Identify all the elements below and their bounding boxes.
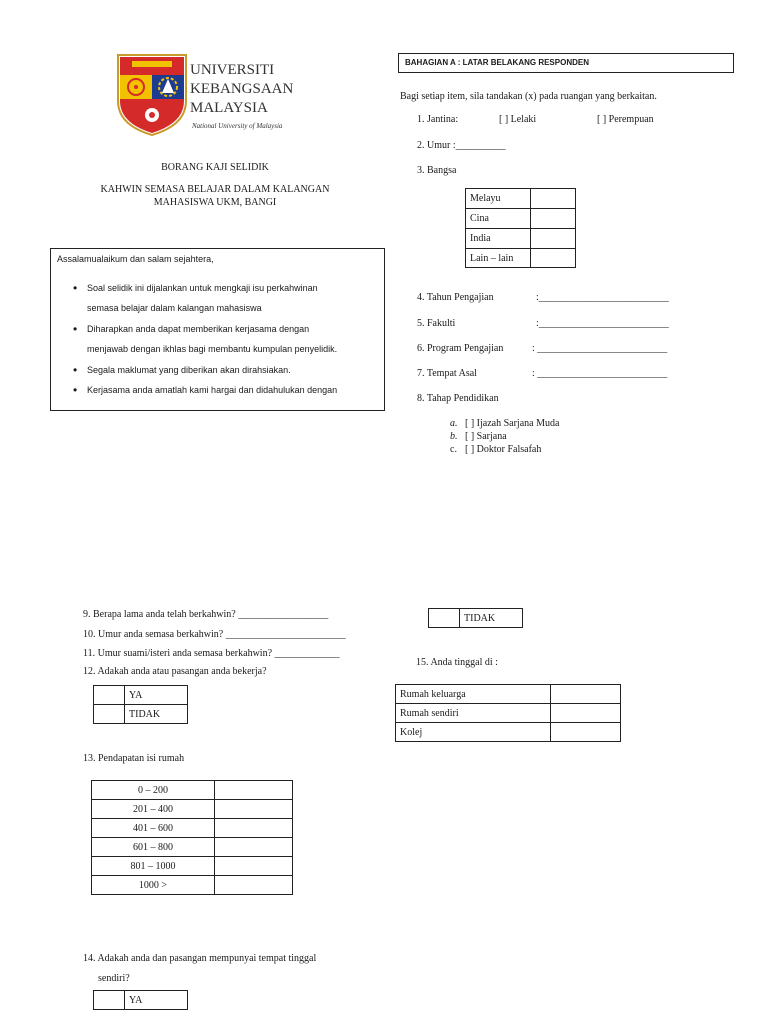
q7-input-line[interactable]: : __________________________ bbox=[532, 368, 668, 379]
checkbox-cell[interactable] bbox=[551, 723, 621, 742]
checkbox-cell[interactable] bbox=[94, 705, 125, 724]
form-title: BORANG KAJI SELIDIK bbox=[161, 162, 269, 173]
residence-option: Rumah keluarga bbox=[396, 685, 551, 704]
section-a-title-box bbox=[398, 53, 734, 73]
table-row bbox=[92, 857, 293, 876]
q12-tidak: TIDAK bbox=[125, 705, 188, 724]
q14-tidak: TIDAK bbox=[460, 609, 523, 628]
bangsa-cina: Cina bbox=[466, 209, 531, 229]
university-name-line3: MALAYSIA bbox=[190, 100, 268, 116]
q8-a-marker: a. bbox=[450, 418, 458, 429]
intro-bullet-4: Kerjasama anda amatlah kami hargai dan didahulukan dengan bbox=[87, 385, 338, 395]
q4-input-line[interactable]: :__________________________ bbox=[536, 292, 669, 303]
income-range: 401 – 600 bbox=[92, 819, 215, 838]
q10[interactable]: 10. Umur anda semasa berkahwin? ________________________ bbox=[83, 629, 346, 640]
q6-input-line[interactable]: : __________________________ bbox=[532, 343, 668, 354]
q13-label: 13. Pendapatan isi rumah bbox=[83, 753, 185, 764]
q8-option-sarjana[interactable]: [ ] Sarjana bbox=[465, 431, 507, 442]
intro-box bbox=[50, 248, 385, 411]
intro-bullet-2a: Diharapkan anda dapat memberikan kerjasama dengan bbox=[87, 324, 310, 334]
intro-bullet-1b: semasa belajar dalam kalangan mahasiswa bbox=[87, 303, 262, 313]
checkbox-cell[interactable] bbox=[429, 609, 460, 628]
q8-option-ijazah[interactable]: [ ] Ijazah Sarjana Muda bbox=[465, 418, 560, 429]
table-row bbox=[396, 723, 621, 742]
q8-option-doktor[interactable]: [ ] Doktor Falsafah bbox=[465, 444, 542, 455]
section-a-instruction: Bagi setiap item, sila tandakan (x) pada ruangan yang berkaitan. bbox=[400, 91, 657, 102]
income-range: 1000 > bbox=[92, 876, 215, 895]
table-row bbox=[92, 876, 293, 895]
q4-label: 4. Tahun Pengajian bbox=[417, 292, 494, 303]
q8-c-marker: c. bbox=[450, 444, 457, 455]
table-row bbox=[94, 991, 188, 1010]
q15-label: 15. Anda tinggal di : bbox=[416, 657, 498, 668]
q6-label: 6. Program Pengajian bbox=[417, 343, 504, 354]
q1-option-lelaki[interactable]: [ ] Lelaki bbox=[499, 114, 537, 125]
q5-label: 5. Fakulti bbox=[417, 318, 456, 329]
q3-label: 3. Bangsa bbox=[417, 165, 457, 176]
table-row bbox=[396, 704, 621, 723]
table-row bbox=[92, 819, 293, 838]
income-range: 0 – 200 bbox=[92, 781, 215, 800]
study-title-line1: KAHWIN SEMASA BELAJAR DALAM KALANGAN bbox=[100, 184, 330, 195]
table-row bbox=[466, 209, 576, 229]
table-row bbox=[94, 686, 188, 705]
checkbox-cell[interactable] bbox=[215, 781, 293, 800]
q1-label: 1. Jantina: bbox=[417, 114, 459, 125]
table-row bbox=[466, 229, 576, 249]
table-row bbox=[92, 800, 293, 819]
bangsa-melayu: Melayu bbox=[466, 189, 531, 209]
q12-table bbox=[93, 685, 188, 724]
checkbox-cell[interactable] bbox=[215, 838, 293, 857]
q8-b-marker: b. bbox=[450, 431, 458, 442]
checkbox-cell[interactable] bbox=[531, 209, 576, 229]
q14-label-line2: sendiri? bbox=[98, 973, 130, 984]
ukm-logo bbox=[116, 53, 306, 138]
q12-label: 12. Adakah anda atau pasangan anda bekerja? bbox=[83, 666, 267, 677]
intro-bullet-3: Segala maklumat yang diberikan akan dirahsiakan. bbox=[87, 365, 291, 375]
q1-option-perempuan[interactable]: [ ] Perempuan bbox=[597, 114, 654, 125]
checkbox-cell[interactable] bbox=[551, 685, 621, 704]
q14-yes-table bbox=[93, 990, 188, 1010]
table-row bbox=[92, 781, 293, 800]
university-name-line1: UNIVERSITI bbox=[190, 62, 275, 78]
income-table bbox=[91, 780, 293, 895]
table-row bbox=[466, 189, 576, 209]
university-subtitle: National University of Malaysia bbox=[192, 122, 283, 130]
checkbox-cell[interactable] bbox=[531, 229, 576, 249]
ukm-crest-icon bbox=[116, 53, 188, 137]
checkbox-cell[interactable] bbox=[551, 704, 621, 723]
table-row bbox=[92, 838, 293, 857]
q8-label: 8. Tahap Pendidikan bbox=[417, 393, 499, 404]
q5-input-line[interactable]: :__________________________ bbox=[536, 318, 669, 329]
checkbox-cell[interactable] bbox=[215, 819, 293, 838]
income-range: 201 – 400 bbox=[92, 800, 215, 819]
intro-bullet-2b: menjawab dengan ikhlas bagi membantu kumpulan penyelidik. bbox=[87, 344, 338, 354]
income-range: 801 – 1000 bbox=[92, 857, 215, 876]
q14-label-line1: 14. Adakah anda dan pasangan mempunyai tempat tinggal bbox=[83, 953, 317, 964]
table-row bbox=[466, 249, 576, 268]
income-range: 601 – 800 bbox=[92, 838, 215, 857]
bullet-icon: • bbox=[73, 383, 78, 397]
q14-ya: YA bbox=[125, 991, 188, 1010]
checkbox-cell[interactable] bbox=[531, 249, 576, 268]
checkbox-cell[interactable] bbox=[94, 686, 125, 705]
bullet-icon: • bbox=[73, 281, 78, 295]
checkbox-cell[interactable] bbox=[94, 991, 125, 1010]
bangsa-table bbox=[465, 188, 576, 268]
checkbox-cell[interactable] bbox=[215, 857, 293, 876]
bangsa-lain: Lain – lain bbox=[466, 249, 531, 268]
checkbox-cell[interactable] bbox=[531, 189, 576, 209]
section-a-title: BAHAGIAN A : LATAR BELAKANG RESPONDEN bbox=[405, 58, 589, 67]
intro-greeting: Assalamualaikum dan salam sejahtera, bbox=[57, 254, 214, 264]
checkbox-cell[interactable] bbox=[215, 800, 293, 819]
intro-bullet-1a: Soal selidik ini dijalankan untuk mengkaji isu perkahwinan bbox=[87, 283, 318, 293]
table-row bbox=[429, 609, 523, 628]
residence-table bbox=[395, 684, 621, 742]
residence-option: Kolej bbox=[396, 723, 551, 742]
q12-ya: YA bbox=[125, 686, 188, 705]
university-name-line2: KEBANGSAAN bbox=[190, 81, 294, 97]
q2-umur[interactable]: 2. Umur :__________ bbox=[417, 140, 506, 151]
bangsa-india: India bbox=[466, 229, 531, 249]
study-title-line2: MAHASISWA UKM, BANGI bbox=[153, 197, 277, 208]
q7-label: 7. Tempat Asal bbox=[417, 368, 477, 379]
bullet-icon: • bbox=[73, 363, 78, 377]
q11[interactable]: 11. Umur suami/isteri anda semasa berkahwin? _____________ bbox=[83, 648, 340, 659]
checkbox-cell[interactable] bbox=[215, 876, 293, 895]
q9[interactable]: 9. Berapa lama anda telah berkahwin? __________________ bbox=[83, 609, 329, 620]
residence-option: Rumah sendiri bbox=[396, 704, 551, 723]
q14-no-table bbox=[428, 608, 523, 628]
table-row bbox=[94, 705, 188, 724]
table-row bbox=[396, 685, 621, 704]
bullet-icon: • bbox=[73, 322, 78, 336]
